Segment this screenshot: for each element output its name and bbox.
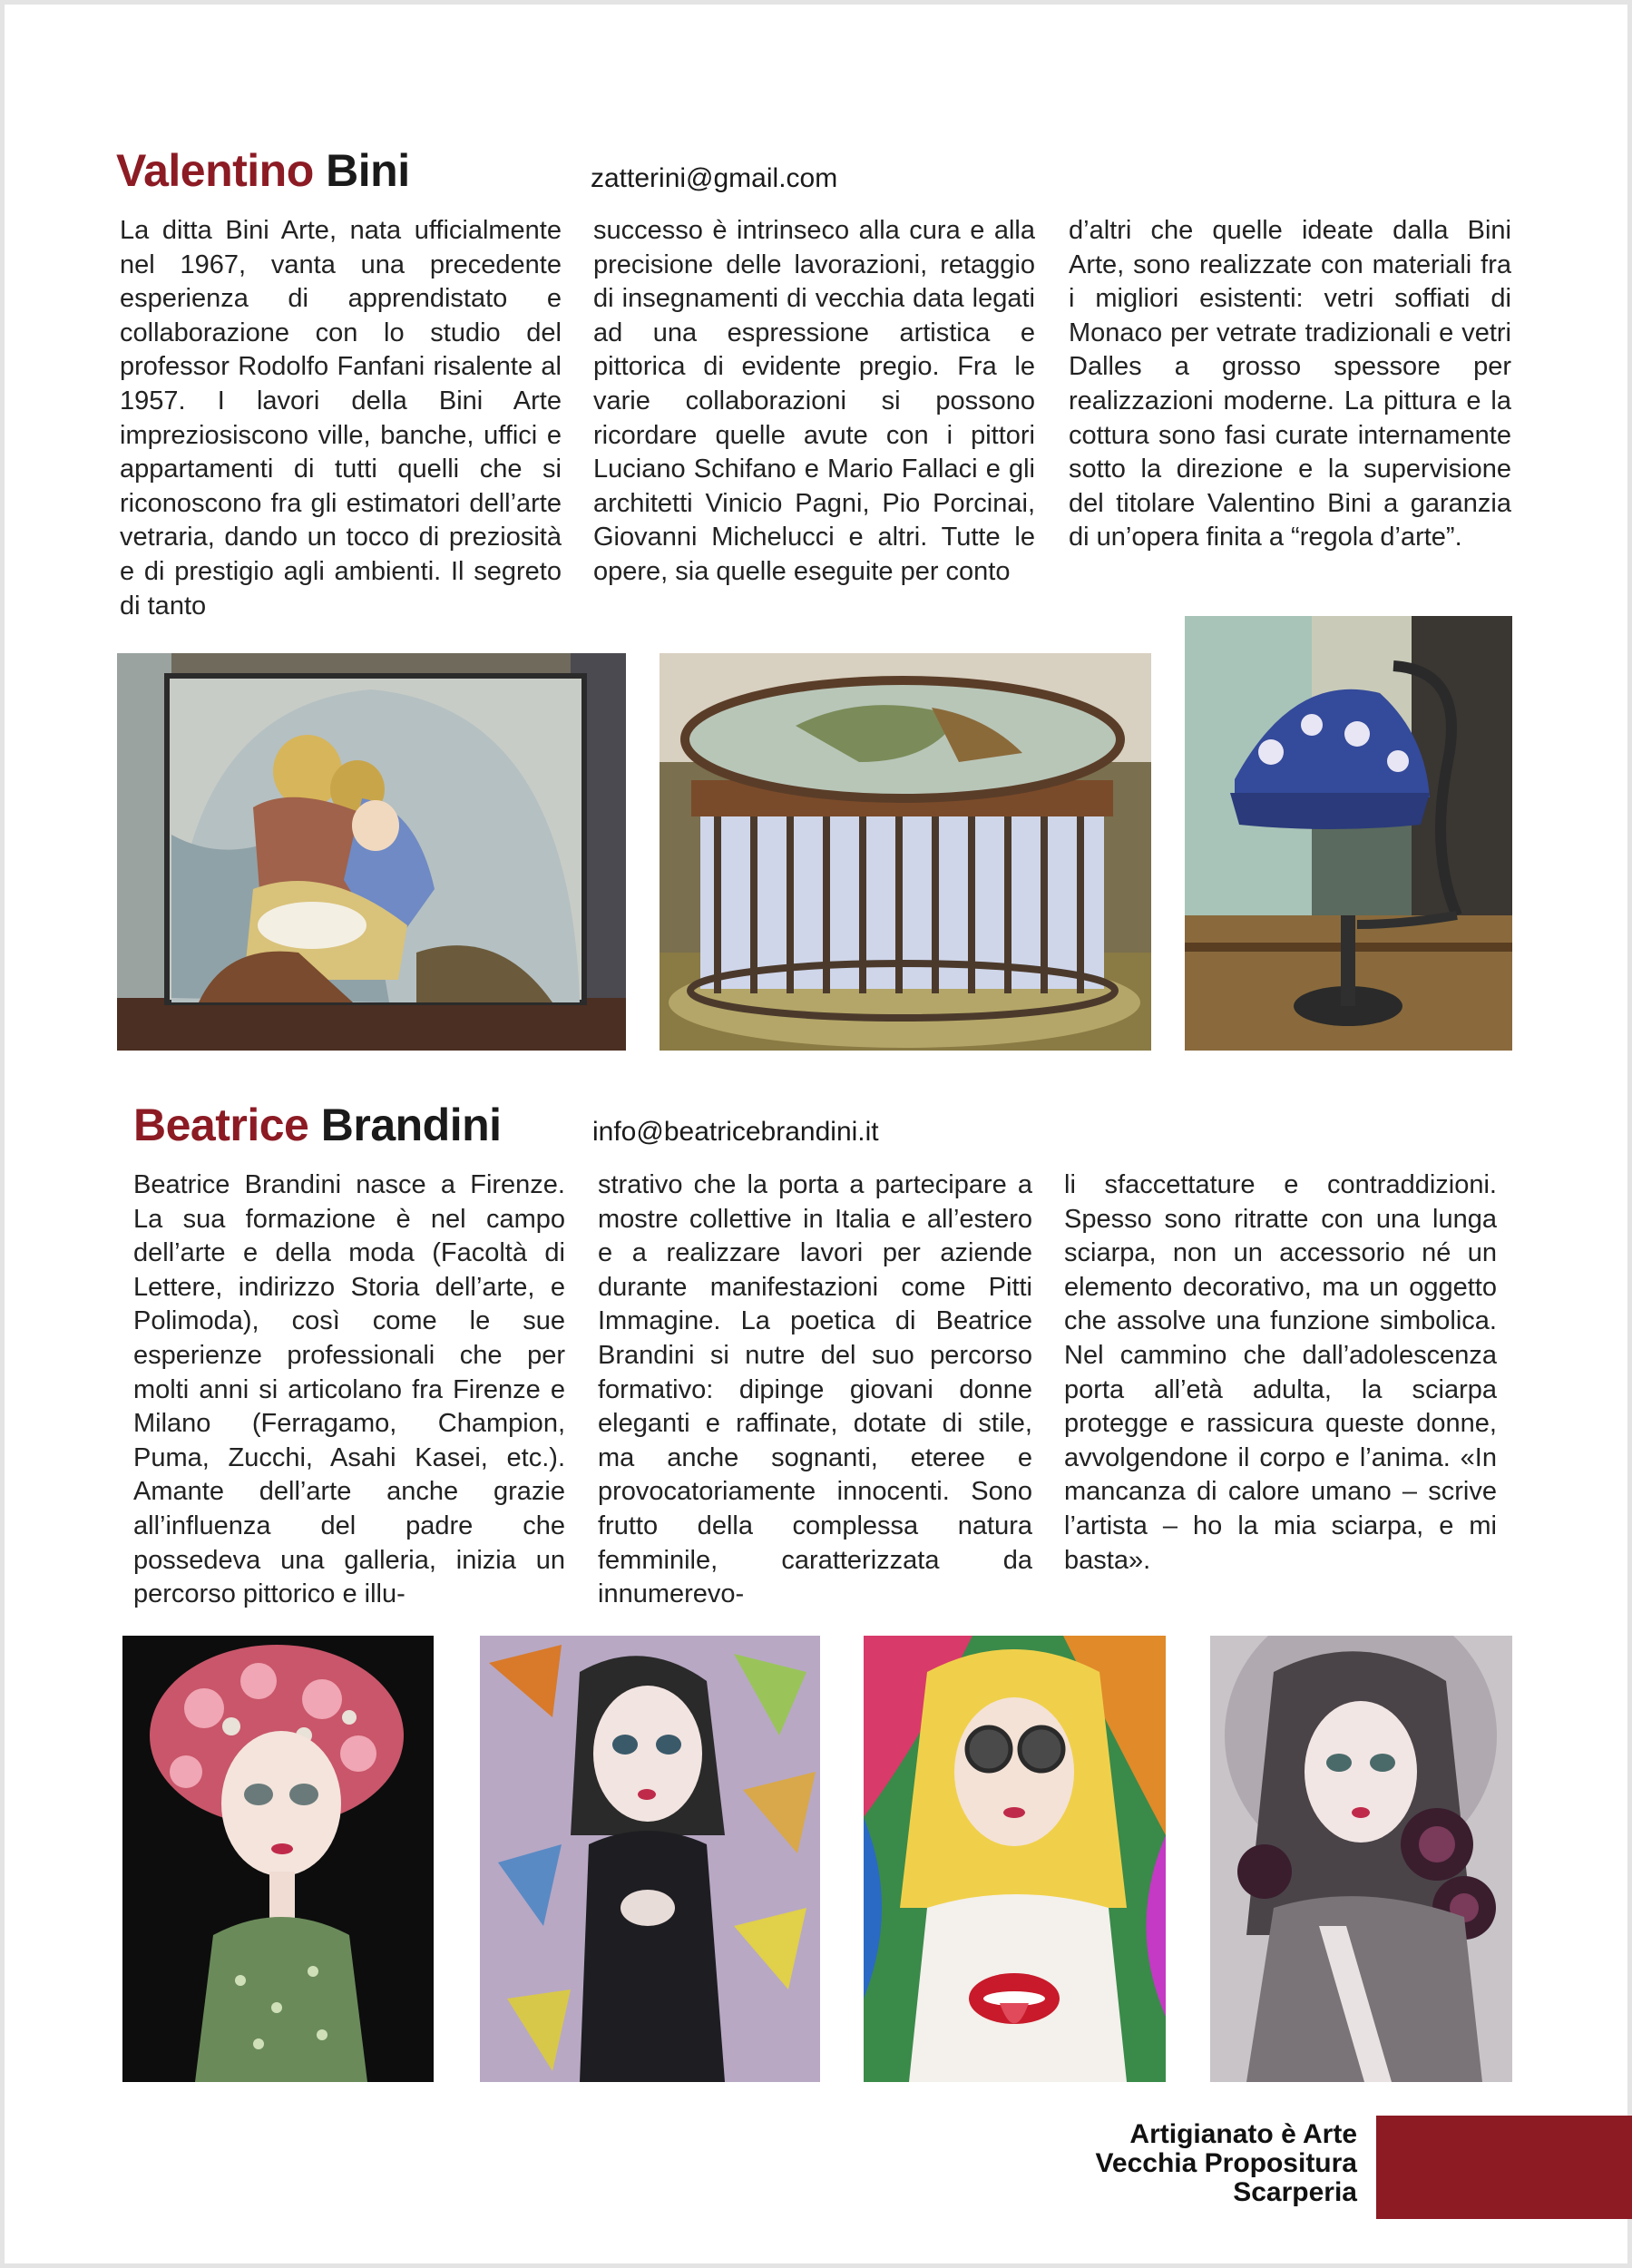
last-name: Bini: [326, 145, 410, 196]
footer-line-3: Scarperia: [1233, 2177, 1357, 2207]
painting-woman-butterflies: [480, 1636, 820, 2082]
text-column-1: Beatrice Brandini nasce a Firenze. La sua formazione è nel campo dell’arte e della moda (Facoltà di Lettere, indirizzo Storia dell’arte, e Polimoda), così come le sue esperienze professionali che per molti anni si articolano fra Firenze e Milano (Ferragamo, Champion, Puma, Zucchi, Asahi Kasei, etc.). Amante dell’arte anche grazie all’influenza del padre che possedeva una galleria, inizia un percorso pittorico e illu-: [133, 1170, 565, 1609]
painting-woman-sunglasses: [864, 1636, 1166, 2082]
email-link[interactable]: info@beatricebrandini.it: [592, 1117, 879, 1147]
footer-color-block: [1376, 2116, 1632, 2219]
painting-woman-roses: [1210, 1636, 1512, 2082]
photo-stained-glass-box: [660, 653, 1151, 1051]
footer-line-1: Artigianato è Arte: [1129, 2119, 1357, 2149]
photo-tiffany-lamp: [1185, 616, 1512, 1051]
heading-beatrice-brandini: [133, 1102, 502, 1148]
first-name: Beatrice: [133, 1100, 309, 1150]
text-column-2: successo è intrinseco alla cura e alla precisione delle lavorazioni, retaggio di insegnamenti di vecchia data legati ad una espressione artistica e pittorica di evidente pregio. Fra le varie collaborazioni si possono ricordare quelle avute con i pittori Luciano Schifano e Mario Fallaci e gli architetti Vinicio Pagni, Pio Porcinai, Giovanni Michelucci e altri. Tutte le opere, sia quelle eseguite per conto: [593, 216, 1035, 586]
footer-caption: [1096, 2120, 1357, 2207]
text-column-3: d’altri che quelle ideate dalla Bini Arte, sono realizzate con materiali fra i migliori esistenti: vetri soffiati di Monaco per vetrate tradizionali e vetri Dalles a grosso spessore per realizzazioni moderne. La pittura e la cottura sono fasi curate internamente sotto la direzione e la supervisione del titolare Valentino Bini a garanzia di un’opera finita a “regola d’arte”.: [1069, 216, 1511, 552]
photo-nativity-stained-glass: [117, 653, 626, 1051]
heading-valentino-bini: [116, 145, 410, 196]
email-link[interactable]: zatterini@gmail.com: [591, 163, 838, 193]
first-name: Valentino: [116, 145, 314, 196]
last-name: Brandini: [320, 1100, 502, 1150]
text-column-1: La ditta Bini Arte, nata ufficialmente nel 1967, vanta una precedente esperienza di apprendistato e collaborazione con lo studio del professor Rodolfo Fanfani risalente al 1957. I lavori della Bini Arte impreziosiscono ville, banche, uffici e appartamenti di tutti quelli che si riconoscono fra gli estimatori dell’arte vetraria, dando un tocco di preziosità e di prestigio agli ambienti. Il segreto di tanto: [120, 216, 562, 621]
text-column-3: li sfaccettature e contraddizioni. Spesso sono ritratte con una lunga sciarpa, non un accessorio né un elemento decorativo, ma un oggetto che assolve una funzione simbolica. Nel cammino che dall’adolescenza porta all’età adulta, la sciarpa protegge e rassicura queste donne, avvolgendone il corpo e l’anima. «In mancanza di calore umano – scrive l’artista – ho la mia sciarpa, e mi basta».: [1064, 1170, 1497, 1575]
text-column-2: strativo che la porta a partecipare a mostre collettive in Italia e all’estero e a realizzare lavori per aziende durante manifestazioni come Pitti Immagine. La poetica di Beatrice Brandini si nutre del suo percorso formativo: dipinge giovani donne eleganti e raffinate, dotate di stile, ma anche sognanti, eteree e provocatoriamente innocenti. Sono frutto della complessa natura femminile, caratterizzata da innumerevo-: [598, 1170, 1032, 1609]
footer-line-2: Vecchia Propositura: [1095, 2148, 1357, 2178]
painting-woman-floral-hair: [122, 1636, 434, 2082]
